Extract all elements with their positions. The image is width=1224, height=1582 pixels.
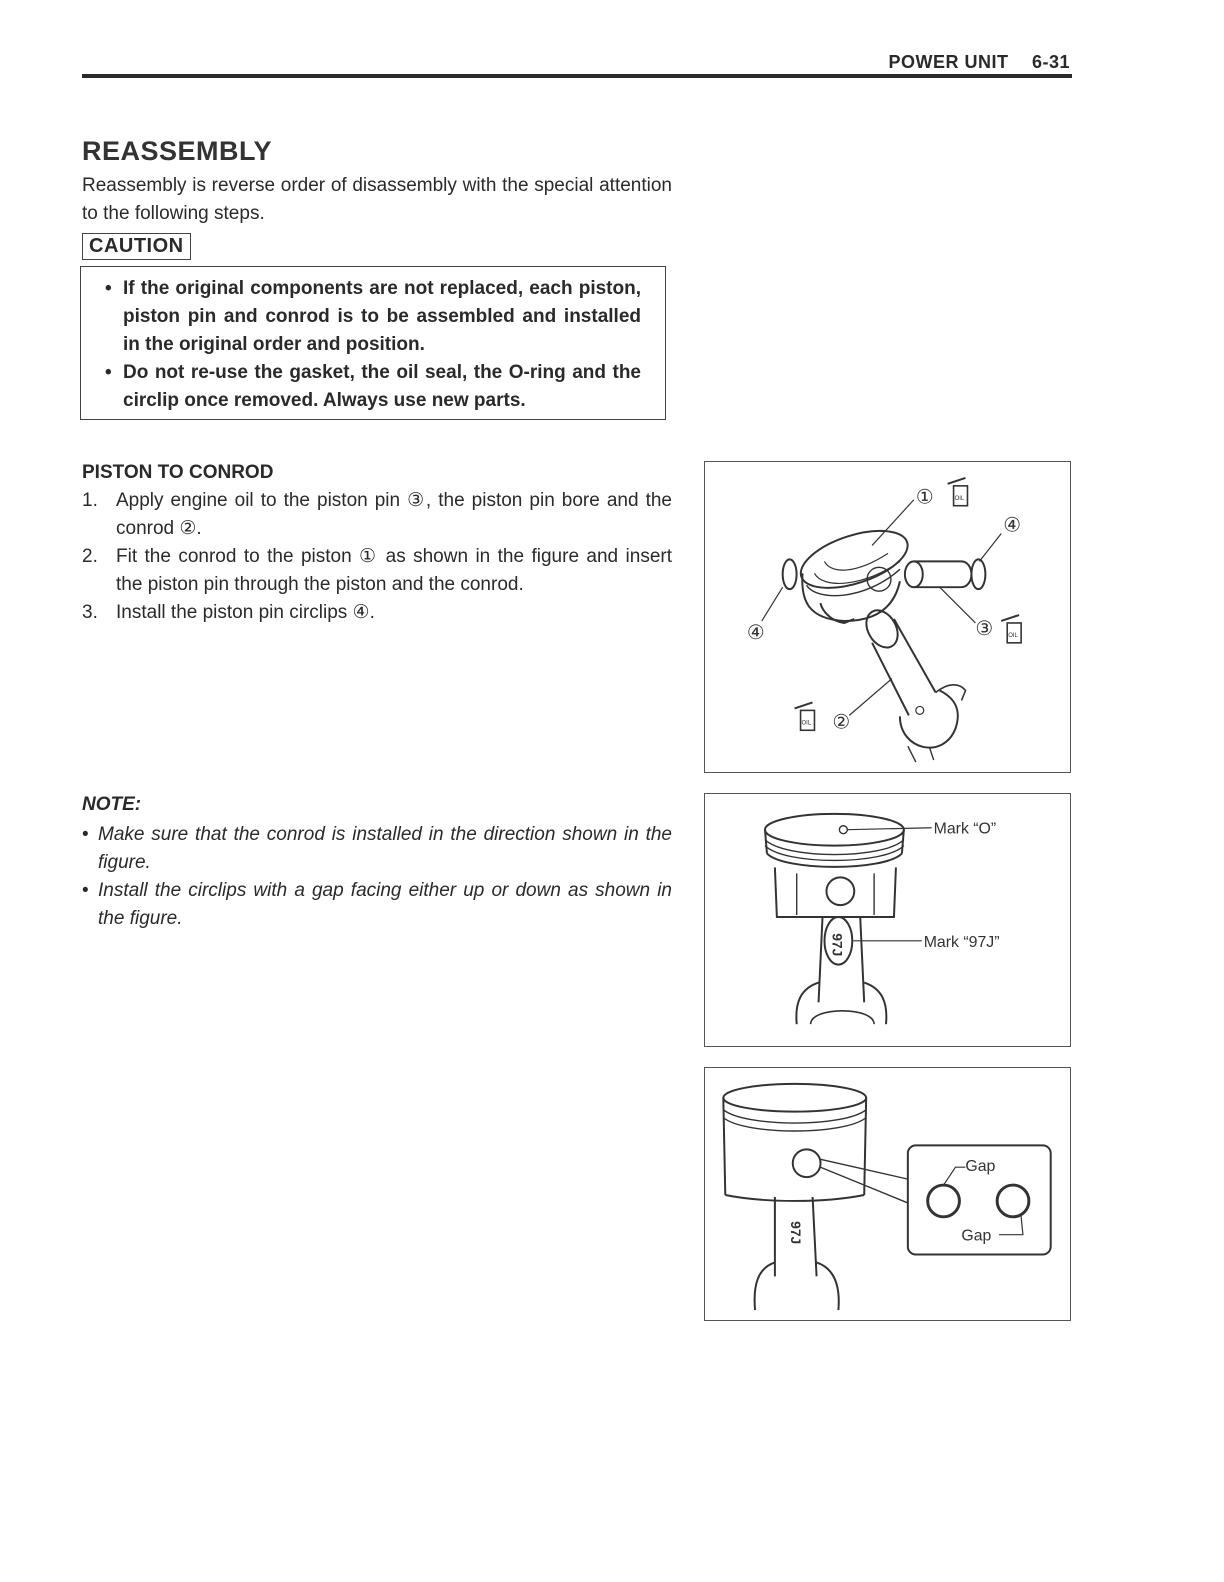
step-item [82, 599, 672, 627]
figure-direction-marks [704, 793, 1071, 1047]
page-header [888, 52, 1070, 73]
caution-item: • Do not re-use the gasket, the oil seal, the O-ring and the circlip once removed. Always use new parts. [103, 359, 641, 415]
callout-1: ① [915, 486, 934, 509]
callout-4-left: ④ [746, 621, 765, 644]
oil-can-icon [948, 478, 968, 506]
step-number: 1. [82, 490, 98, 511]
svg-text:OIL: OIL [954, 495, 965, 502]
caution-box [80, 266, 666, 420]
oil-can-icon [1001, 615, 1021, 643]
header-section: POWER UNIT [888, 52, 1009, 72]
exploded-view-drawing [705, 462, 1070, 772]
caution-list [81, 275, 665, 415]
circlip-left-drawing [783, 559, 797, 589]
circlip-gap-drawing [705, 1068, 1070, 1320]
step-text: Fit the conrod to the piston ① as shown in the figure and insert the piston pin through the piston and the conrod. [116, 546, 672, 595]
svg-text:OIL: OIL [1008, 632, 1018, 639]
circlip-right-drawing [971, 559, 985, 589]
label-gap-top: Gap [965, 1158, 996, 1176]
step-number: 2. [82, 546, 98, 567]
conrod-stamp: 97J [787, 1221, 804, 1245]
note-list [82, 821, 672, 933]
section-title: PISTON TO CONROD [82, 462, 274, 483]
note-item: • Make sure that the conrod is installed in the direction shown in the figure. [82, 821, 672, 877]
piston-pin-drawing [905, 561, 972, 587]
step-text: Apply engine oil to the piston pin ③, the piston pin bore and the conrod ②. [116, 490, 672, 539]
steps-list [82, 487, 672, 627]
conrod-stamp: 97J [829, 933, 846, 957]
note-title: NOTE: [82, 794, 142, 815]
step-number: 3. [82, 602, 98, 623]
callout-2: ② [832, 711, 851, 734]
intro-paragraph: Reassembly is reverse order of disassembly with the special attention to the following steps. [82, 175, 672, 224]
svg-text:OIL: OIL [801, 720, 812, 727]
direction-marks-drawing [705, 794, 1070, 1046]
caution-label: CAUTION [82, 233, 191, 260]
piston-drawing [794, 519, 915, 622]
step-item [82, 487, 672, 543]
callout-3: ③ [975, 617, 994, 640]
figure-circlip-gap [704, 1067, 1071, 1321]
step-text: Install the piston pin circlips ④. [116, 602, 375, 623]
figure-exploded-view [704, 461, 1071, 773]
label-mark-97j: Mark “97J” [923, 933, 1000, 951]
header-rule [82, 74, 1072, 78]
note-item: • Install the circlips with a gap facing either up or down as shown in the figure. [82, 877, 672, 933]
conrod-drawing [860, 605, 965, 762]
page-title: REASSEMBLY [82, 136, 273, 166]
header-page-number: 6-31 [1031, 52, 1070, 72]
oil-can-icon [795, 702, 815, 730]
label-gap-bottom: Gap [961, 1227, 992, 1245]
caution-item: • If the original components are not replaced, each piston, piston pin and conrod is to be assembled and installed in the original order and position. [103, 275, 641, 359]
step-item [82, 543, 672, 599]
callout-4-right: ④ [1003, 514, 1022, 537]
label-mark-o: Mark “O” [933, 820, 997, 838]
